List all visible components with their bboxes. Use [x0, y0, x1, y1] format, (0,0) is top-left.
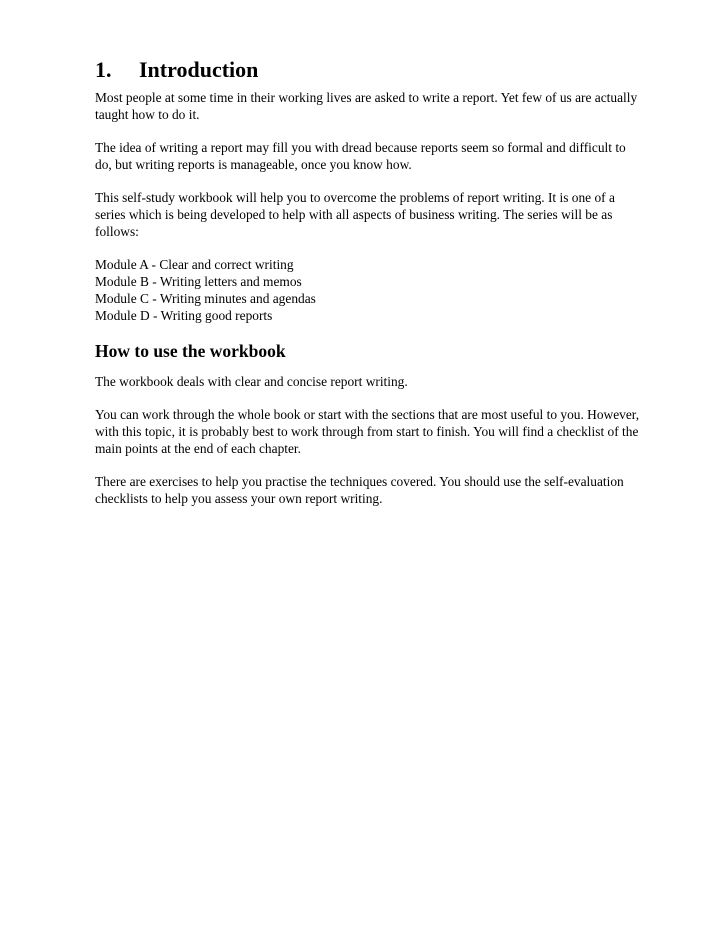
workbook-paragraph-3: There are exercises to help you practise the techniques covered. You should use the self-evaluation checklists to help you assess your own report writing. — [95, 474, 624, 506]
subheading-how-to-use: How to use the workbook — [95, 341, 286, 361]
section-number: 1. — [95, 57, 112, 82]
workbook-paragraph-1: The workbook deals with clear and concise report writing. — [95, 374, 408, 389]
section-title: Introduction — [139, 57, 259, 82]
intro-paragraph-3: This self-study workbook will help you to overcome the problems of report writing. It is one of a series which is being developed to help with all aspects of business writing. The series will be as follows: — [95, 190, 615, 239]
intro-paragraph-1: Most people at some time in their working lives are asked to write a report. Yet few of us are actually taught how to do it. — [95, 90, 638, 122]
module-item-d: Module D - Writing good reports — [95, 308, 273, 323]
intro-paragraph-2: The idea of writing a report may fill you with dread because reports seem so formal and difficult to do, but writing reports is manageable, once you know how. — [95, 140, 626, 172]
module-item-c: Module C - Writing minutes and agendas — [95, 291, 316, 306]
module-list — [95, 256, 640, 324]
workbook-paragraph-2: You can work through the whole book or start with the sections that are most useful to you. However, with this topic, it is probably best to work through from start to finish. You will find a checklist of the main points at the end of each chapter. — [95, 407, 640, 456]
module-item-a: Module A - Clear and correct writing — [95, 257, 294, 272]
module-item-b: Module B - Writing letters and memos — [95, 274, 302, 289]
section-heading-introduction — [95, 56, 640, 84]
page-content — [95, 56, 640, 523]
